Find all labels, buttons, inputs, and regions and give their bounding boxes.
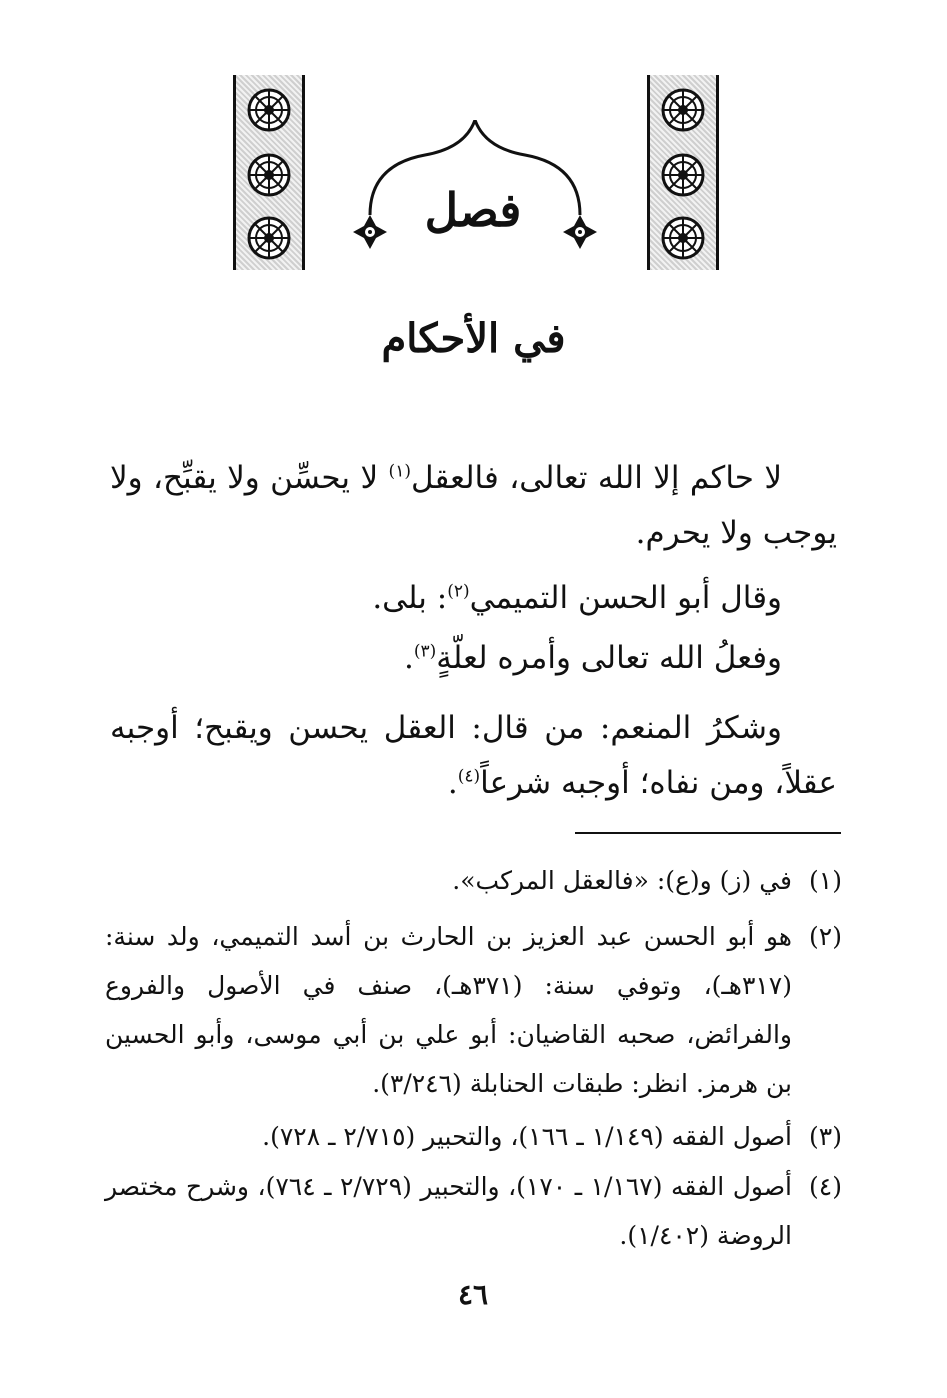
paragraph-text: وشكرُ المنعم: من قال: العقل يحسن ويقبح؛ أوجبه عقلاً، ومن نفاه؛ أوجبه شرعاً bbox=[110, 710, 837, 801]
footnote-ref: (٢) bbox=[447, 581, 470, 602]
footnote-ref: (١) bbox=[388, 461, 411, 482]
left-ornament-pillar bbox=[233, 75, 305, 270]
right-ornament-pillar bbox=[647, 75, 719, 270]
paragraph-text: لا حاكم إلا الله تعالى، فالعقل bbox=[410, 460, 783, 496]
footnote-text: أصول الفقه (١/١٦٧ ـ ١٧٠)، والتحبير (٢/٧٢٩ ـ ٧٦٤)، وشرح مختصر الروضة (١/٤٠٢). bbox=[105, 1172, 792, 1250]
rosette-icon bbox=[249, 90, 289, 130]
paragraph-text: . bbox=[447, 765, 458, 801]
footnote-number: (٢) bbox=[809, 922, 842, 951]
rosette-icon bbox=[663, 155, 703, 195]
footnote-text: في (ز) و(ع): «فالعقل المركب». bbox=[452, 866, 792, 895]
rosette-icon bbox=[249, 155, 289, 195]
paragraph-2 bbox=[110, 571, 837, 626]
page-number: ٤٦ bbox=[457, 1278, 489, 1311]
rosette-icon bbox=[249, 218, 289, 258]
paragraph-text: وقال أبو الحسن التميمي bbox=[469, 580, 782, 616]
footnote-separator bbox=[575, 832, 841, 834]
paragraph-text: : بلى. bbox=[372, 580, 448, 616]
footnote-number: (١) bbox=[809, 866, 842, 895]
rosette-icon bbox=[663, 90, 703, 130]
footnote-1 bbox=[105, 856, 842, 905]
footnote-2 bbox=[105, 912, 842, 1108]
footnote-3 bbox=[105, 1112, 842, 1161]
footnote-ref: (٣) bbox=[413, 641, 437, 662]
paragraph-4 bbox=[110, 701, 837, 811]
footnote-text: هو أبو الحسن عبد العزيز بن الحارث بن أسد التميمي، ولد سنة: (٣١٧هـ)، وتوفي سنة: (٣٧١هـ)، صنف في الأصول والفروع والفرائض، صحبه القاضيان: أبو علي بن أبي موسى، وأبو الحسين بن هرمز. انظر: طبقات الحنابلة (٣/٢٤٦). bbox=[105, 922, 792, 1098]
footnote-4 bbox=[105, 1162, 842, 1260]
footnote-ref: (٤) bbox=[457, 766, 481, 787]
rosette-icon bbox=[663, 218, 703, 258]
paragraph-text: . bbox=[404, 640, 414, 676]
paragraph-3 bbox=[110, 631, 837, 686]
footnote-text: أصول الفقه (١/١٤٩ ـ ١٦٦)، والتحبير (٢/٧١٥ ـ ٧٢٨). bbox=[262, 1122, 792, 1151]
paragraph-text: وفعلُ الله تعالى وأمره لعلّةٍ bbox=[436, 640, 782, 676]
footnote-number: (٣) bbox=[809, 1122, 842, 1151]
footnote-number: (٤) bbox=[809, 1172, 842, 1201]
paragraph-1 bbox=[110, 451, 837, 561]
chapter-title: في الأحكام bbox=[381, 315, 566, 362]
paragraph-text: لا يحسِّن ولا يقبِّح، ولا يوجب ولا يحرم. bbox=[110, 460, 837, 551]
section-heading: فصل bbox=[424, 183, 522, 237]
